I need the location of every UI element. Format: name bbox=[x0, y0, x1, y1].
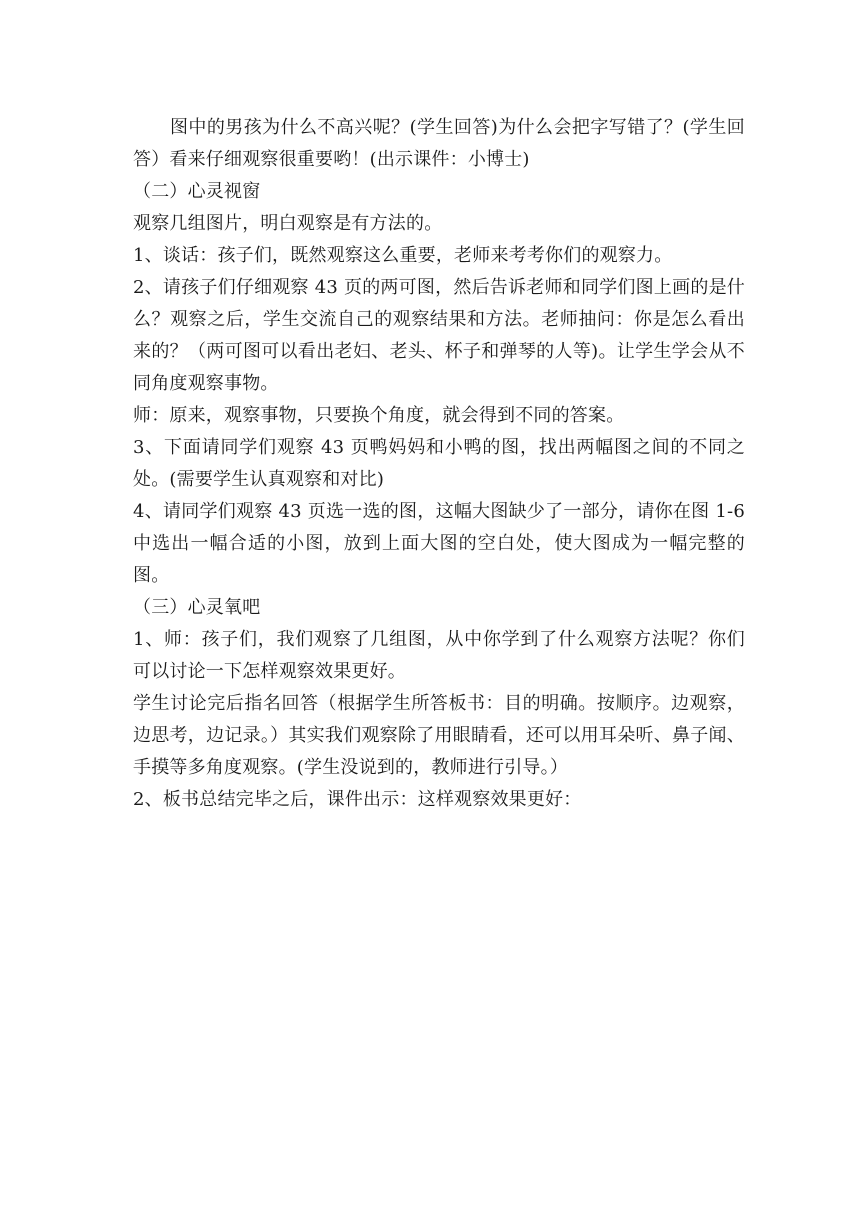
intro-paragraph: 图中的男孩为什么不高兴呢？(学生回答)为什么会把字写错了？(学生回答）看来仔细观察很重要哟！(出示课件：小博士) bbox=[133, 117, 745, 170]
step-four-paragraph: 4、请同学们观察 43 页选一选的图，这幅大图缺少了一部分，请你在图 1-6 中选出一幅合适的小图，放到上面大图的空白处，使大图成为一幅完整的图。 bbox=[133, 501, 745, 586]
section-heading-three: （三）心灵氧吧 bbox=[133, 597, 261, 618]
document-body bbox=[133, 112, 745, 816]
discussion-paragraph: 1、师：孩子们，我们观察了几组图，从中你学到了什么观察方法呢？你们可以讨论一下怎样观察效果更好。 bbox=[133, 629, 745, 682]
summary-paragraph: 2、板书总结完毕之后，课件出示：这样观察效果更好： bbox=[133, 789, 582, 810]
step-one-paragraph: 1、谈话：孩子们，既然观察这么重要，老师来考考你们的观察力。 bbox=[133, 245, 673, 266]
step-three-paragraph: 3、下面请同学们观察 43 页鸭妈妈和小鸭的图，找出两幅图之间的不同之处。(需要学生认真观察和对比) bbox=[133, 437, 745, 490]
section-heading-two: （二）心灵视窗 bbox=[133, 181, 261, 202]
section-two-summary: 观察几组图片，明白观察是有方法的。 bbox=[133, 213, 443, 234]
student-answer-paragraph: 学生讨论完后指名回答（根据学生所答板书：目的明确。按顺序。边观察，边思考，边记录。）其实我们观察除了用眼睛看，还可以用耳朵听、鼻子闻、手摸等多角度观察。(学生没说到的，教师进行引导。） bbox=[133, 693, 745, 778]
step-two-paragraph: 2、请孩子们仔细观察 43 页的两可图，然后告诉老师和同学们图上画的是什么？观察之后，学生交流自己的观察结果和方法。老师抽问：你是怎么看出来的？（两可图可以看出老妇、老头、杯子和弹琴的人等)。让学生学会从不同角度观察事物。 bbox=[133, 277, 745, 394]
teacher-remark-paragraph: 师：原来，观察事物，只要换个角度，就会得到不同的答案。 bbox=[133, 405, 625, 426]
